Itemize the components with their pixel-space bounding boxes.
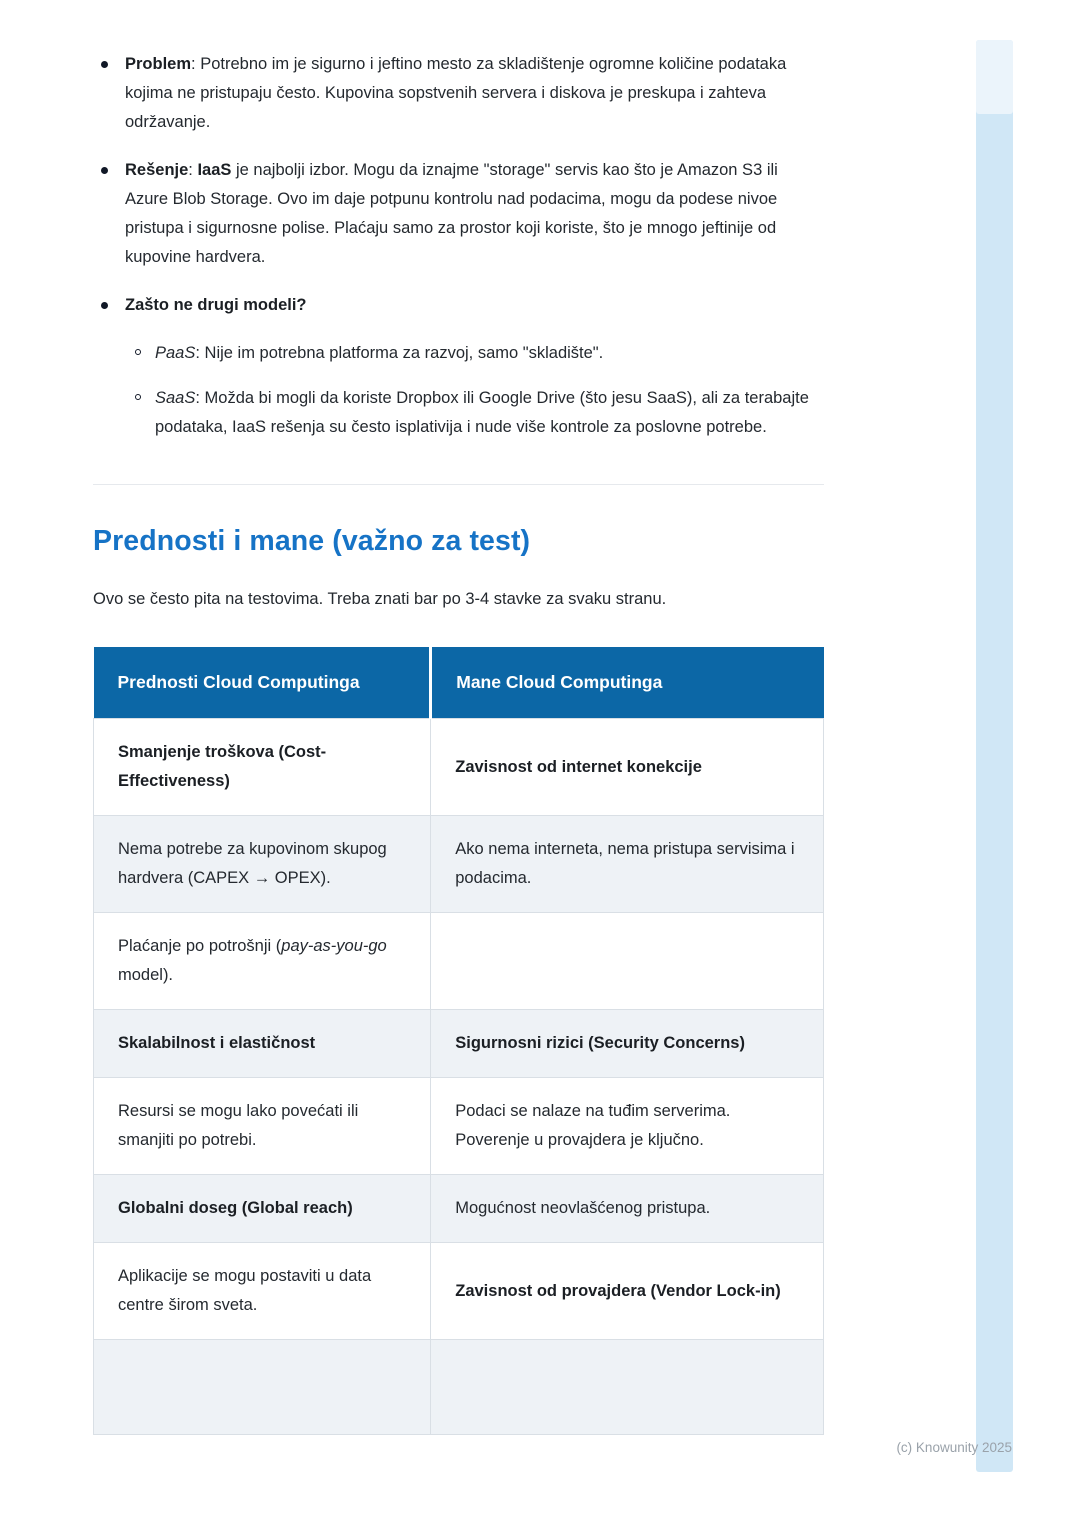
scrollbar-thumb[interactable] bbox=[976, 40, 1013, 114]
table-cell-right bbox=[431, 1340, 824, 1435]
note-content bbox=[93, 50, 824, 1435]
term-paas: PaaS bbox=[155, 344, 196, 362]
table-row bbox=[94, 1243, 824, 1340]
table-row bbox=[94, 816, 824, 913]
table-header-prednosti: Prednosti Cloud Computinga bbox=[94, 647, 431, 719]
list-item-text bbox=[125, 156, 824, 272]
table-row bbox=[94, 1175, 824, 1243]
list-item-problem bbox=[93, 50, 824, 137]
list-item-paas bbox=[135, 339, 824, 368]
table-cell-left: Skalabilnost i elastičnost bbox=[94, 1010, 431, 1078]
term-problem: Problem bbox=[125, 55, 192, 73]
table-cell-right: Ako nema interneta, nema pristupa servisima i podacima. bbox=[431, 816, 824, 913]
list-item-zasto bbox=[93, 291, 824, 320]
table-cell-left: Globalni doseg (Global reach) bbox=[94, 1175, 431, 1243]
list-item-text bbox=[155, 384, 824, 442]
pros-cons-table bbox=[93, 647, 824, 1435]
table-header-row bbox=[94, 647, 824, 719]
table-cell-right: Zavisnost od internet konekcije bbox=[431, 719, 824, 816]
table-header-mane: Mane Cloud Computinga bbox=[431, 647, 824, 719]
table-row bbox=[94, 1340, 824, 1435]
list-item-text bbox=[125, 291, 307, 320]
table-cell-left bbox=[94, 1340, 431, 1435]
problem-text: : Potrebno im je sigurno i jeftino mesto za skladištenje ogromne količine podataka kojima ne pristupaju često. Kupovina sopstvenih servera i diskova je preskupa i zahteva održavanje. bbox=[125, 55, 787, 131]
term-zasto: Zašto ne drugi modeli? bbox=[125, 296, 307, 314]
list-item-text bbox=[155, 339, 603, 368]
table-cell-left: Aplikacije se mogu postaviti u data centre širom sveta. bbox=[94, 1243, 431, 1340]
cell-text: model). bbox=[118, 966, 174, 984]
circle-bullet-icon bbox=[135, 349, 141, 355]
table-row bbox=[94, 1078, 824, 1175]
section-divider bbox=[93, 484, 824, 485]
cell-italic-text: pay-as-you-go bbox=[281, 937, 387, 955]
table-row bbox=[94, 913, 824, 1010]
table-cell-left: Resursi se mogu lako povećati ili smanjiti po potrebi. bbox=[94, 1078, 431, 1175]
term-resenje: Rešenje bbox=[125, 161, 189, 179]
scrollbar-track[interactable] bbox=[976, 40, 1013, 1472]
paas-text: : Nije im potrebna platforma za razvoj, samo "skladište". bbox=[195, 344, 604, 362]
list-item-saas bbox=[135, 384, 824, 442]
notes-list bbox=[93, 50, 824, 442]
table-cell-left: Smanjenje troškova (Cost-Effectiveness) bbox=[94, 719, 431, 816]
resenje-sep: : bbox=[188, 161, 198, 179]
table-cell-left bbox=[94, 913, 431, 1010]
cell-text: Plaćanje po potrošnji ( bbox=[118, 937, 282, 955]
list-item-resenje bbox=[93, 156, 824, 272]
table-row bbox=[94, 1010, 824, 1078]
table-cell-left: Nema potrebe za kupovinom skupog hardvera (CAPEX → OPEX). bbox=[94, 816, 431, 913]
table-cell-right bbox=[431, 913, 824, 1010]
bullet-icon bbox=[101, 167, 108, 174]
bullet-icon bbox=[101, 302, 108, 309]
bullet-icon bbox=[101, 61, 108, 68]
list-item-text bbox=[125, 50, 824, 137]
section-intro: Ovo se često pita na testovima. Treba znati bar po 3-4 stavke za svaku stranu. bbox=[93, 590, 667, 608]
saas-text: : Možda bi mogli da koriste Dropbox ili Google Drive (što jesu SaaS), ali za terabajte podataka, IaaS rešenja su često isplativija i nude više kontrole za poslovne potrebe. bbox=[155, 389, 809, 436]
circle-bullet-icon bbox=[135, 394, 141, 400]
table-cell-right: Mogućnost neovlašćenog pristupa. bbox=[431, 1175, 824, 1243]
copyright-note: (c) Knowunity 2025 bbox=[896, 1440, 1012, 1455]
table-cell-right: Zavisnost od provajdera (Vendor Lock-in) bbox=[431, 1243, 824, 1340]
section-title: Prednosti i mane (važno za test) bbox=[93, 525, 531, 557]
resenje-text: je najbolji izbor. Mogu da iznajme "storage" servis kao što je Amazon S3 ili Azure Blob Storage. Ovo im daje potpunu kontrolu nad podacima, mogu da podese nivoe pristupa i sigurnosne polise. Plaćaju samo za prostor koji koriste, što je mnogo jeftinije od kupovine hardvera. bbox=[125, 161, 778, 266]
table-row bbox=[94, 719, 824, 816]
term-saas: SaaS bbox=[155, 389, 196, 407]
table-cell-right: Podaci se nalaze na tuđim serverima. Poverenje u provajdera je ključno. bbox=[431, 1078, 824, 1175]
table-cell-right: Sigurnosni rizici (Security Concerns) bbox=[431, 1010, 824, 1078]
term-iaas: IaaS bbox=[197, 161, 232, 179]
